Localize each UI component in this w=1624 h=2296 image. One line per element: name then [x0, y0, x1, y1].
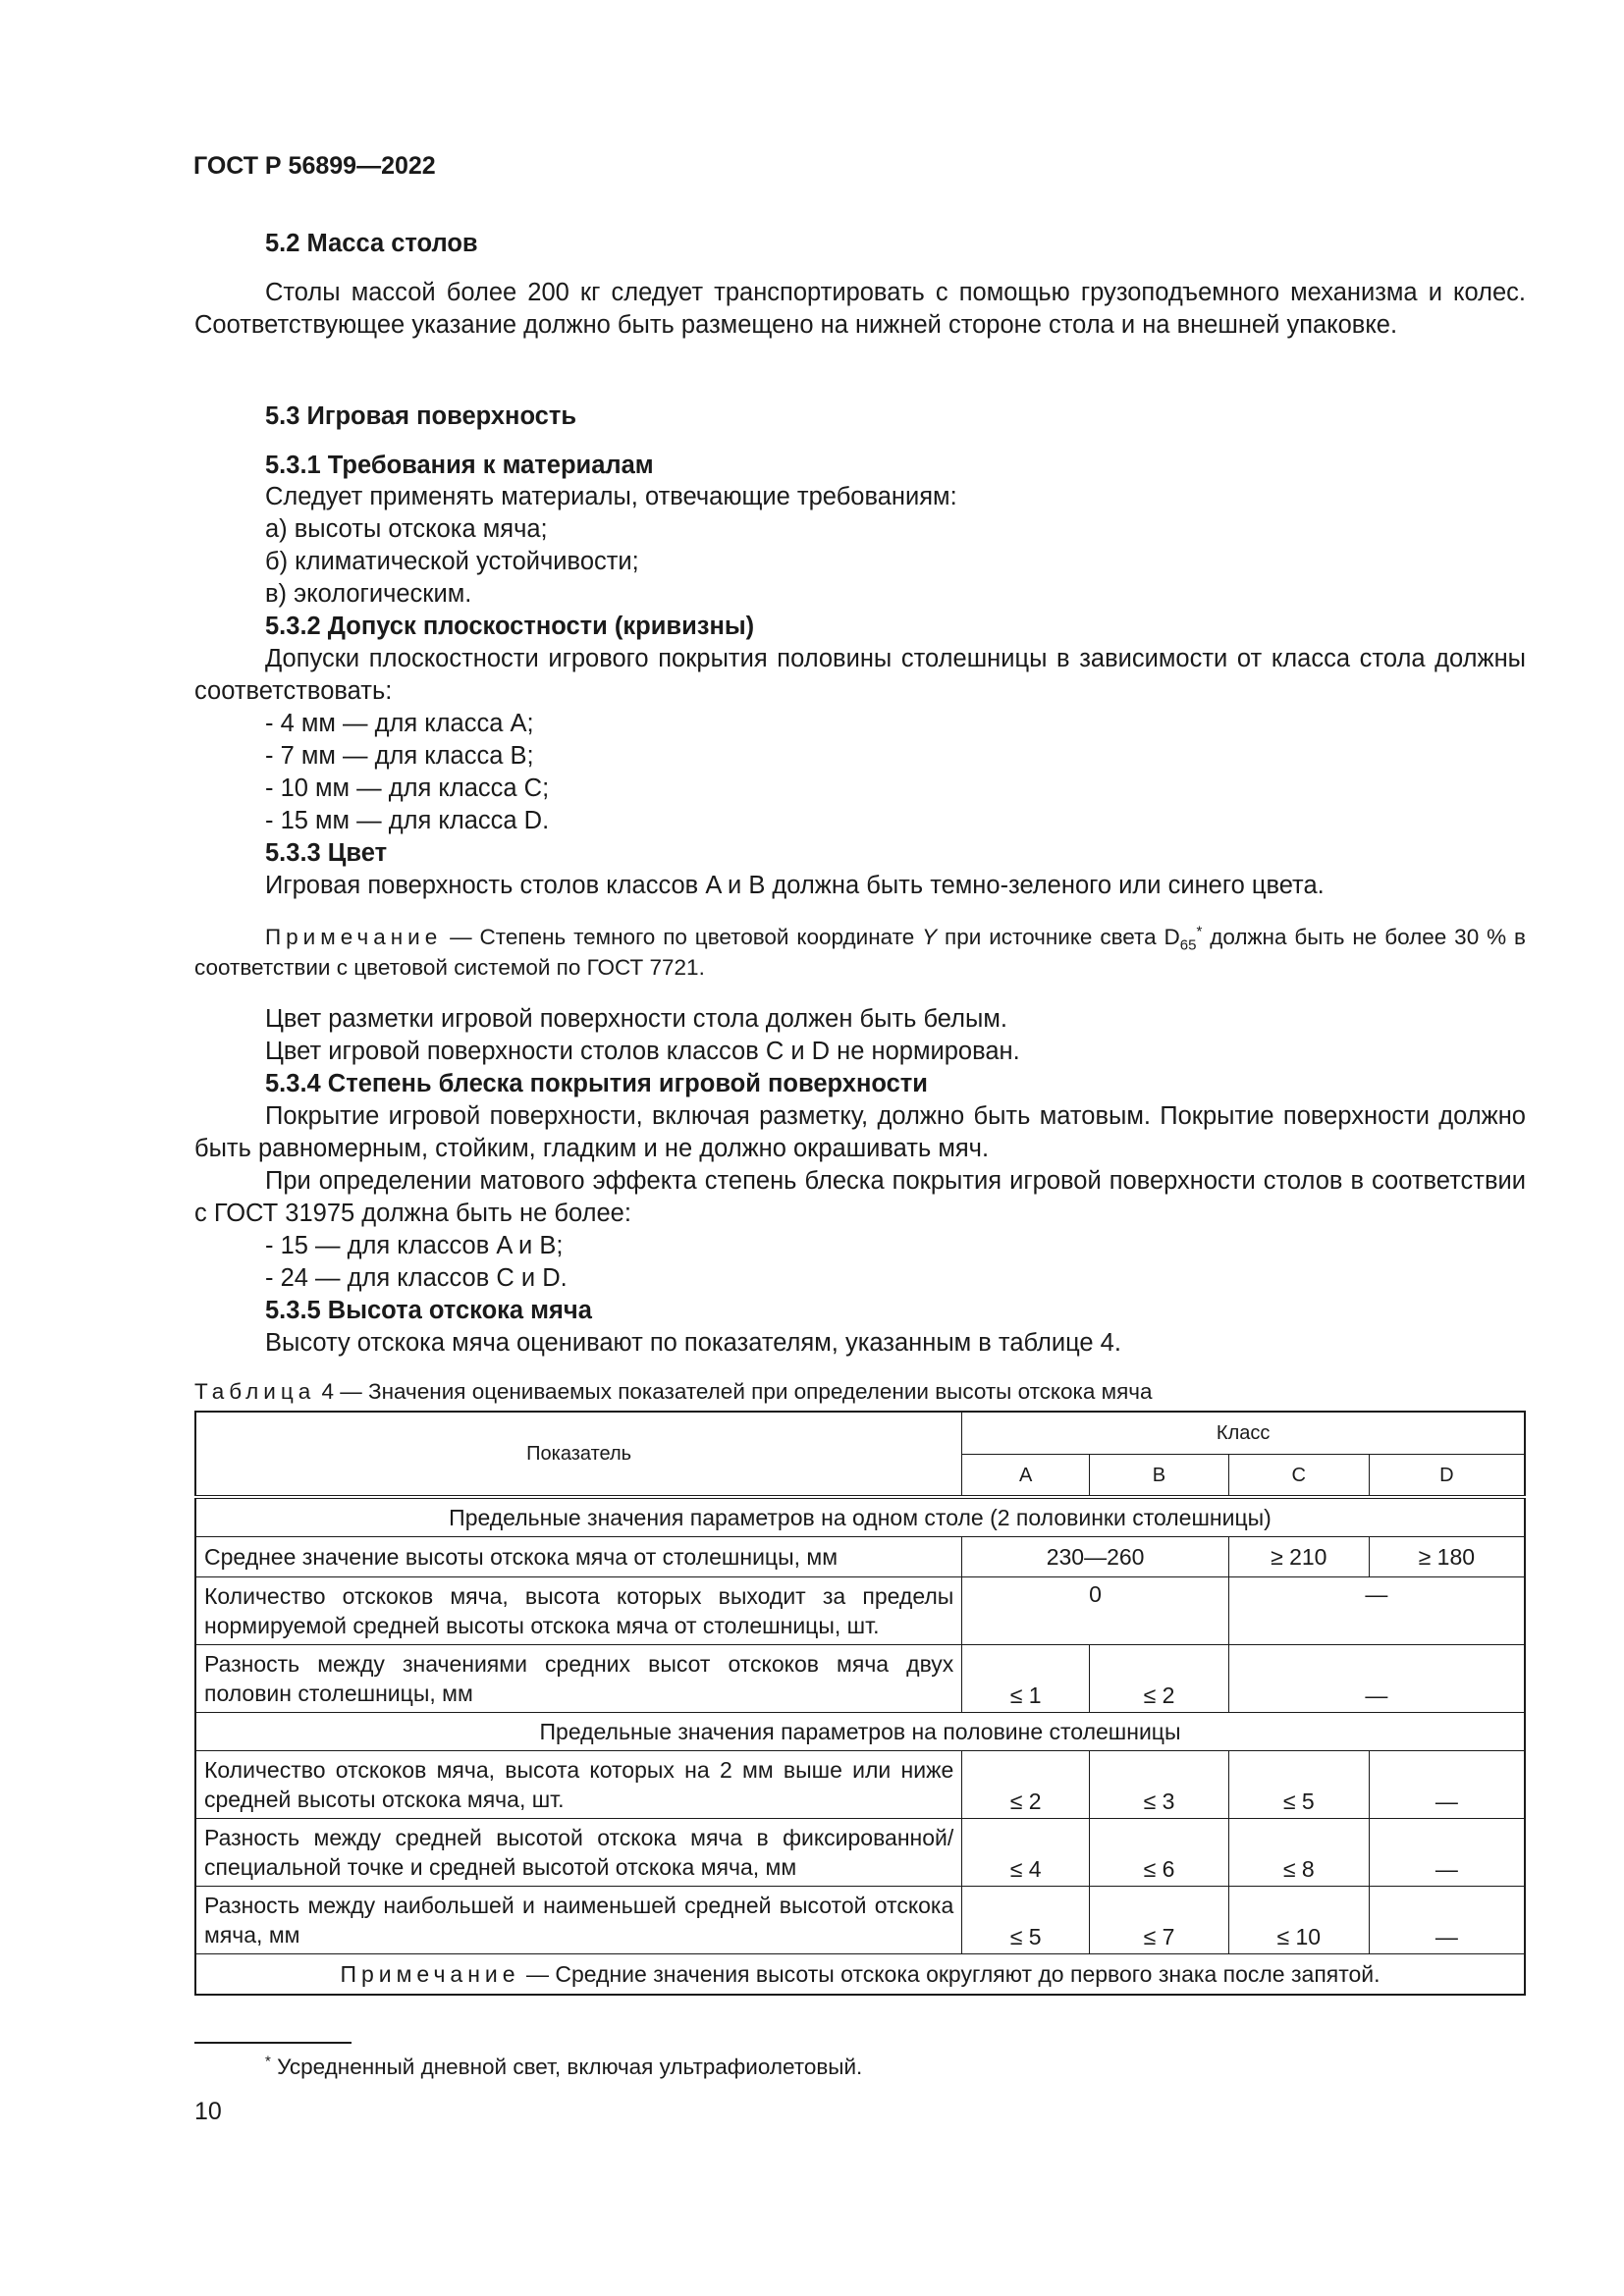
col-class-header: Класс: [962, 1412, 1525, 1455]
list-item: б) климатической устойчивости;: [265, 548, 639, 575]
section-5-3-1-heading: 5.3.1 Требования к материалам: [265, 452, 654, 479]
table-row: [195, 1751, 1525, 1819]
cell-d: —: [1369, 1751, 1525, 1819]
cell-d: —: [1369, 1887, 1525, 1954]
cell-b: ≤ 3: [1090, 1751, 1229, 1819]
table-note-row: [195, 1954, 1525, 1996]
cell-a: ≤ 4: [962, 1819, 1090, 1887]
section-5-2-text: Столы массой более 200 кг следует транспортировать с помощью грузоподъемного механизма и колес. Соответствующее указание должно быть размещено на нижней стороне стола и на внешней упаковке.: [194, 279, 1526, 339]
table-section-title: Предельные значения параметров на одном столе (2 половинки столешницы): [195, 1497, 1525, 1537]
cell-a: ≤ 1: [962, 1645, 1090, 1713]
class-a-header: A: [962, 1455, 1090, 1498]
cell-b: ≤ 6: [1090, 1819, 1229, 1887]
cell-ab: 0: [962, 1577, 1229, 1645]
cell-c: ≥ 210: [1228, 1537, 1369, 1577]
table-row: [195, 1537, 1525, 1577]
document-header: ГОСТ Р 56899—2022: [193, 152, 436, 180]
section-5-3-2-heading: 5.3.2 Допуск плоскостности (кривизны): [265, 613, 755, 640]
table-row: [195, 1887, 1525, 1954]
cell-c: ≤ 5: [1228, 1751, 1369, 1819]
section-5-3-3-text: Игровая поверхность столов классов A и B должна быть темно-зеленого или синего цвета.: [265, 872, 1325, 899]
cell-b: ≤ 7: [1090, 1887, 1229, 1954]
list-item: - 24 — для классов C и D.: [265, 1264, 568, 1292]
color-note: Примечание — Степень темного по цветовой координате Y при источнике света $D_{65}^*$ должна быть не более 30 % в соответствии с цветовой системой по ГОСТ 7721.: [194, 923, 1526, 980]
section-5-3-4-text-2: При определении матового эффекта степень блеска покрытия игровой поверхности столов в соответствии с ГОСТ 31975 должна быть не более:: [194, 1167, 1526, 1227]
class-d-header: D: [1369, 1455, 1525, 1498]
note-label: Примечание: [265, 925, 443, 949]
cell-a: ≤ 5: [962, 1887, 1090, 1954]
table-section-title: Предельные значения параметров на половине столешницы: [195, 1713, 1525, 1751]
section-5-3-4-text-1: Покрытие игровой поверхности, включая разметку, должно быть матовым. Покрытие поверхности должно быть равномерным, стойким, гладким и не должно окрашивать мяч.: [194, 1102, 1526, 1162]
row-label: Среднее значение высоты отскока мяча от столешницы, мм: [195, 1537, 962, 1577]
table-section-row: [195, 1497, 1525, 1537]
section-5-3-2-text: Допуски плоскостности игрового покрытия половины столешницы в зависимости от класса стола должны соответствовать:: [194, 645, 1526, 705]
row-label: Разность между наибольшей и наименьшей средней высотой отскока мяча, мм: [195, 1887, 962, 1954]
table-row: [195, 1819, 1525, 1887]
bounce-height-table: [194, 1411, 1526, 1996]
color-line-1: Цвет разметки игровой поверхности стола должен быть белым.: [265, 1005, 1007, 1033]
list-item: в) экологическим.: [265, 580, 472, 608]
class-c-header: C: [1228, 1455, 1369, 1498]
row-label: Количество отскоков мяча, высота которых на 2 мм выше или ниже средней высоты отскока мяча, шт.: [195, 1751, 962, 1819]
row-label: Количество отскоков мяча, высота которых выходит за пределы нормируемой средней высоты отскока мяча от столешницы, шт.: [195, 1577, 962, 1645]
list-item: - 10 мм — для класса C;: [265, 774, 550, 802]
cell-a: ≤ 2: [962, 1751, 1090, 1819]
class-b-header: B: [1090, 1455, 1229, 1498]
table-note: Примечание — Средние значения высоты отскока округляют до первого знака после запятой.: [195, 1954, 1525, 1996]
footnote: * Усредненный дневной свет, включая ультрафиолетовый.: [265, 2053, 863, 2079]
section-5-3-5-heading: 5.3.5 Высота отскока мяча: [265, 1297, 592, 1324]
section-5-3-5-text: Высоту отскока мяча оценивают по показателям, указанным в таблице 4.: [265, 1329, 1121, 1357]
list-item: - 15 мм — для класса D.: [265, 807, 550, 834]
section-5-3-1-intro: Следует применять материалы, отвечающие требованиям:: [265, 483, 957, 510]
cell-d: —: [1369, 1819, 1525, 1887]
section-5-3-4-heading: 5.3.4 Степень блеска покрытия игровой поверхности: [265, 1070, 928, 1097]
section-5-3-heading: 5.3 Игровая поверхность: [265, 402, 577, 430]
col-indicator-header: Показатель: [195, 1412, 962, 1497]
footnote-divider: [194, 2042, 352, 2044]
row-label: Разность между значениями средних высот отскоков мяча двух половин столешницы, мм: [195, 1645, 962, 1713]
section-5-3-3-heading: 5.3.3 Цвет: [265, 839, 388, 867]
table-caption: Таблица 4 — Значения оцениваемых показателей при определении высоты отскока мяча: [194, 1379, 1153, 1404]
cell-ab: 230—260: [962, 1537, 1229, 1577]
cell-c: ≤ 8: [1228, 1819, 1369, 1887]
list-item: - 4 мм — для класса A;: [265, 710, 534, 737]
page-number: 10: [194, 2098, 222, 2125]
table-header-row: [195, 1412, 1525, 1455]
section-5-2-heading: 5.2 Масса столов: [265, 230, 478, 257]
table-row: [195, 1577, 1525, 1645]
cell-c: ≤ 10: [1228, 1887, 1369, 1954]
cell-cd: —: [1228, 1577, 1525, 1645]
color-line-2: Цвет игровой поверхности столов классов C и D не нормирован.: [265, 1038, 1020, 1065]
list-item: - 15 — для классов A и B;: [265, 1232, 564, 1259]
table-row: [195, 1645, 1525, 1713]
row-label: Разность между средней высотой отскока мяча в фиксированной/специальной точке и средней высотой отскока мяча, мм: [195, 1819, 962, 1887]
table-section-row: [195, 1713, 1525, 1751]
cell-b: ≤ 2: [1090, 1645, 1229, 1713]
list-item: - 7 мм — для класса B;: [265, 742, 534, 770]
cell-d: ≥ 180: [1369, 1537, 1525, 1577]
cell-cd: —: [1228, 1645, 1525, 1713]
list-item: а) высоты отскока мяча;: [265, 515, 548, 543]
